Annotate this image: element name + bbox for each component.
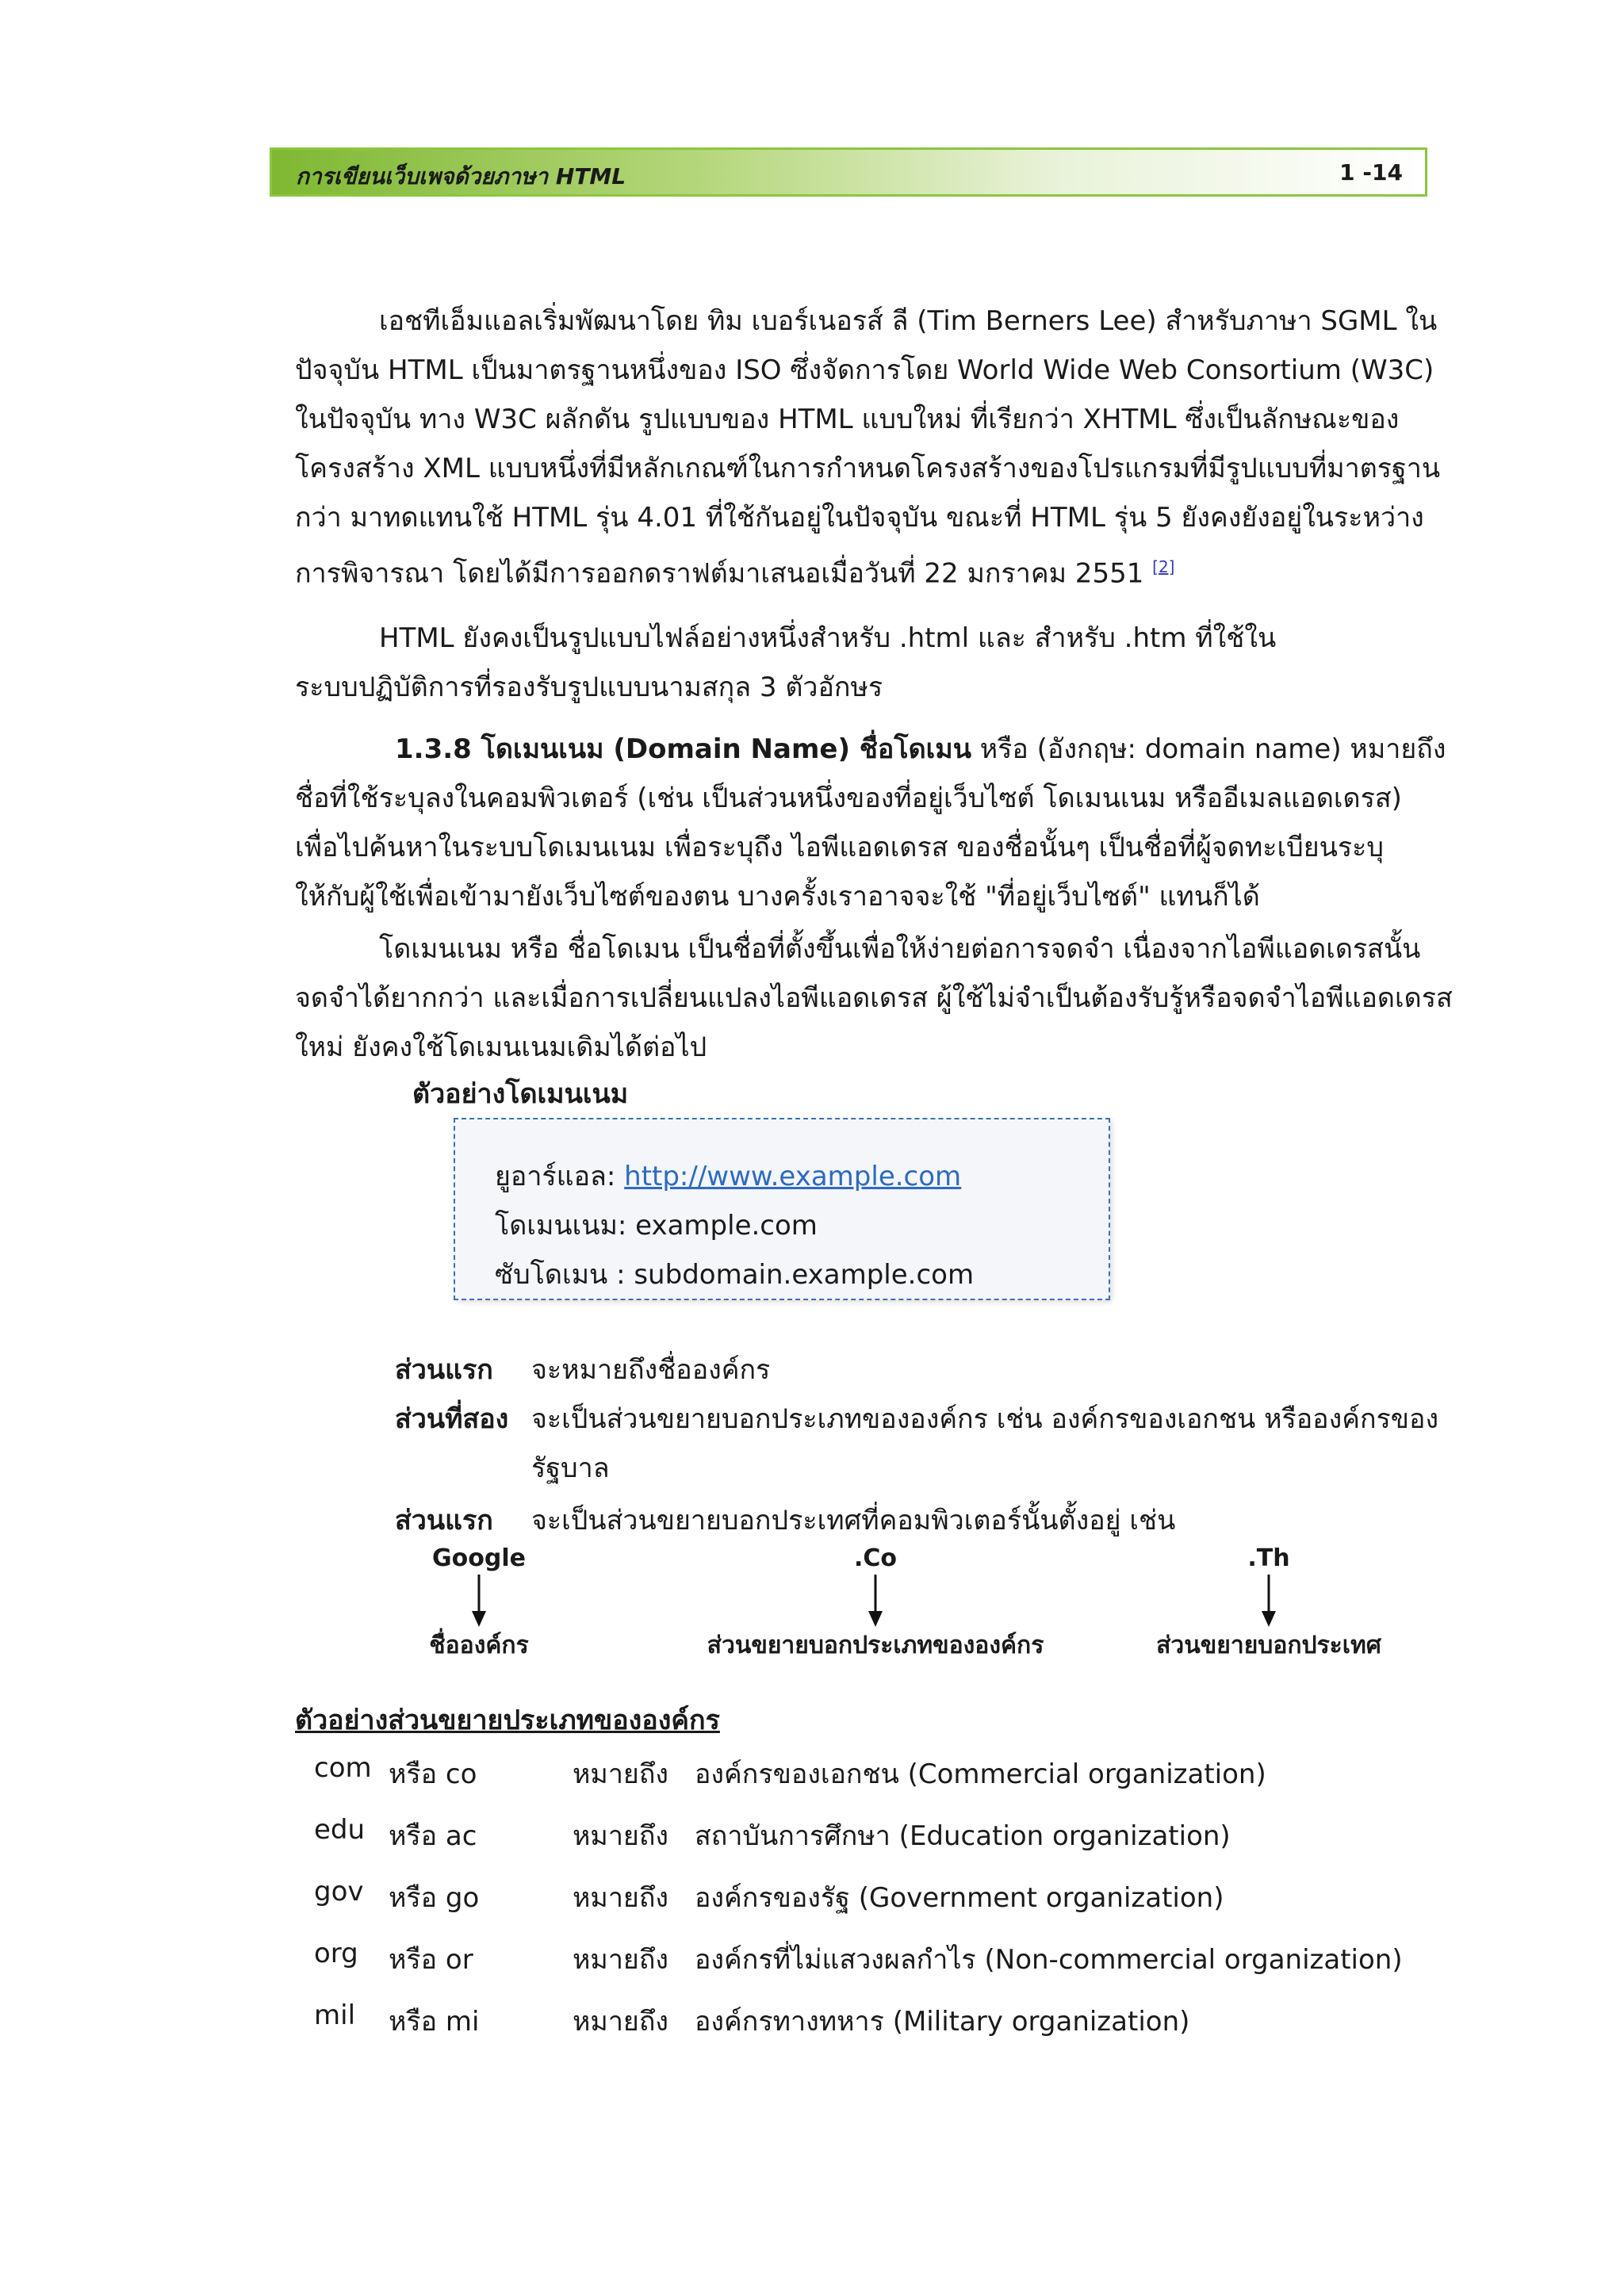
type-alt-code: หรือ or bbox=[389, 1944, 473, 1976]
part-term: ส่วนแรก bbox=[395, 1505, 493, 1536]
header-title: การเขียนเว็บเพจด้วยภาษา HTML bbox=[296, 163, 626, 189]
paragraph-line-text: หรือ (อังกฤษ: domain name) หมายถึง bbox=[979, 733, 1446, 765]
paragraph-line-text: การพิจารณา โดยได้มีการออกดราฟต์มาเสนอเมื่อวันที่ 22 มกราคม 2551 bbox=[295, 557, 1144, 590]
paragraph-line: เพื่อไปค้นหาในระบบโดเมนเนม เพื่อระบุถึง ไอพีแอดเดรส ของชื่อนั้นๆ เป็นชื่อที่ผู้จดทะเบียนระบุ bbox=[295, 832, 1385, 863]
paragraph-line: ในปัจจุบัน ทาง W3C ผลักดัน รูปแบบของ HTML แบบใหม่ ที่เรียกว่า XHTML ซึ่งเป็นลักษณะของ bbox=[295, 404, 1400, 435]
diagram-bottom-label: ส่วนขยายบอกประเภทขององค์กร bbox=[707, 1632, 1044, 1659]
part-term: ส่วนที่สอง bbox=[395, 1403, 509, 1435]
reference-link[interactable]: [2] bbox=[1152, 557, 1175, 576]
domain-example-box bbox=[454, 1118, 1110, 1300]
type-code: edu bbox=[314, 1814, 366, 1846]
type-alt-code: หรือ ac bbox=[389, 1820, 477, 1852]
type-alt-code: หรือ mi bbox=[389, 2006, 480, 2038]
page-header-bar bbox=[270, 147, 1427, 197]
type-code: com bbox=[314, 1752, 372, 1784]
subdomain-example-row: ซับโดเมน : subdomain.example.com bbox=[495, 1259, 975, 1291]
paragraph-line: ใหม่ ยังคงใช้โดเมนเนมเดิมได้ต่อไป bbox=[295, 1031, 707, 1063]
down-arrow-icon bbox=[860, 1573, 891, 1628]
type-code: org bbox=[314, 1938, 358, 1969]
paragraph-line: ให้กับผู้ใช้เพื่อเข้ามายังเว็บไซต์ของตน บางครั้งเราอาจจะใช้ "ที่อยู่เว็บไซต์" แทนก็ได้ bbox=[295, 881, 1260, 913]
paragraph-line bbox=[295, 725, 1453, 774]
paragraph-line: ชื่อที่ใช้ระบุลงในคอมพิวเตอร์ (เช่น เป็นส่วนหนึ่งของที่อยู่เว็บไซต์ โดเมนเนม หรืออีเมลแอดเดรส) bbox=[295, 783, 1402, 814]
paragraph-line: เอชทีเอ็มแอลเริ่มพัฒนาโดย ทิม เบอร์เนอรส์ ลี (Tim Berners Lee) สำหรับภาษา SGML ใน bbox=[379, 305, 1438, 337]
type-means: หมายถึง bbox=[573, 2006, 669, 2038]
example-title: ตัวอย่างโดเมนเนม bbox=[412, 1078, 629, 1110]
part-desc: จะเป็นส่วนขยายบอกประเภทขององค์กร เช่น องค์กรของเอกชน หรือองค์กรของ bbox=[531, 1403, 1439, 1435]
type-description: องค์กรของรัฐ (Government organization) bbox=[695, 1882, 1224, 1914]
paragraph-line: โดเมนเนม หรือ ชื่อโดเมน เป็นชื่อที่ตั้งขึ้นเพื่อให้ง่ายต่อการจดจำ เนื่องจากไอพีแอดเดรสนั้น bbox=[379, 933, 1421, 965]
type-description: องค์กรที่ไม่แสวงผลกำไร (Non-commercial organization) bbox=[695, 1944, 1403, 1976]
type-code: gov bbox=[314, 1876, 364, 1908]
page-number: 1 -14 bbox=[1339, 159, 1403, 186]
paragraph-line: กว่า มาทดแทนใช้ HTML รุ่น 4.01 ที่ใช้กันอยู่ในปัจจุบัน ขณะที่ HTML รุ่น 5 ยังคงยังอยู่ในระหว่าง bbox=[295, 502, 1424, 534]
type-means: หมายถึง bbox=[573, 1944, 669, 1976]
type-code: mil bbox=[314, 1999, 356, 2031]
example-url-link[interactable]: http://www.example.com bbox=[624, 1161, 962, 1192]
type-description: องค์กรของเอกชน (Commercial organization) bbox=[695, 1758, 1266, 1790]
type-alt-code: หรือ go bbox=[389, 1882, 480, 1914]
type-means: หมายถึง bbox=[573, 1882, 669, 1914]
domain-structure-diagram bbox=[0, 1544, 1624, 1671]
paragraph-html-extension bbox=[295, 614, 1453, 712]
url-example-row bbox=[495, 1154, 961, 1197]
org-types-title: ตัวอย่างส่วนขยายประเภทขององค์กร bbox=[295, 1705, 720, 1736]
diagram-bottom-label: ส่วนขยายบอกประเทศ bbox=[1156, 1632, 1381, 1659]
type-means: หมายถึง bbox=[573, 1758, 669, 1790]
diagram-top-label: Google bbox=[432, 1544, 526, 1572]
paragraph-line: ปัจจุบัน HTML เป็นมาตรฐานหนึ่งของ ISO ซึ่งจัดการโดย World Wide Web Consortium (W3C) bbox=[295, 354, 1434, 386]
part-desc: จะหมายถึงชื่อองค์กร bbox=[531, 1354, 771, 1386]
diagram-top-label: .Th bbox=[1247, 1544, 1290, 1572]
section-heading: 1.3.8 โดเมนเนม (Domain Name) ชื่อโดเมน bbox=[395, 733, 971, 765]
down-arrow-icon bbox=[1253, 1573, 1285, 1628]
type-description: สถาบันการศึกษา (Education organization) bbox=[695, 1820, 1231, 1852]
diagram-top-label: .Co bbox=[853, 1544, 898, 1572]
paragraph-line: HTML ยังคงเป็นรูปแบบไฟล์อย่างหนึ่งสำหรับ .html และ สำหรับ .htm ที่ใช้ใน bbox=[379, 622, 1277, 654]
url-label: ยูอาร์แอล: bbox=[495, 1161, 625, 1192]
part-desc: จะเป็นส่วนขยายบอกประเทศที่คอมพิวเตอร์นั้นตั้งอยู่ เช่น bbox=[531, 1505, 1176, 1536]
diagram-bottom-label: ชื่อองค์กร bbox=[429, 1632, 529, 1659]
down-arrow-icon bbox=[463, 1573, 495, 1628]
paragraph-line: จดจำได้ยากกว่า และเมื่อการเปลี่ยนแปลงไอพีแอดเดรส ผู้ใช้ไม่จำเป็นต้องรับรู้หรือจดจำไอพีแอดเดรส bbox=[295, 982, 1453, 1014]
domain-example-row: โดเมนเนม: example.com bbox=[495, 1210, 818, 1242]
type-means: หมายถึง bbox=[573, 1820, 669, 1852]
part-term: ส่วนแรก bbox=[395, 1354, 493, 1386]
paragraph-domain-name bbox=[295, 725, 1453, 921]
type-alt-code: หรือ co bbox=[389, 1758, 477, 1790]
paragraph-line: ระบบปฏิบัติการที่รองรับรูปแบบนามสกุล 3 ตัวอักษร bbox=[295, 672, 883, 703]
paragraph-line bbox=[295, 542, 1453, 598]
paragraph-domain-purpose bbox=[295, 924, 1453, 1072]
paragraph-line: โครงสร้าง XML แบบหนึ่งที่มีหลักเกณฑ์ในการกำหนดโครงสร้างของโปรแกรมที่มีรูปแบบที่มาตรฐาน bbox=[295, 453, 1441, 484]
part-desc-continued: รัฐบาล bbox=[531, 1452, 610, 1484]
paragraph-html-history bbox=[295, 297, 1453, 598]
type-description: องค์กรทางทหาร (Military organization) bbox=[695, 2006, 1190, 2038]
